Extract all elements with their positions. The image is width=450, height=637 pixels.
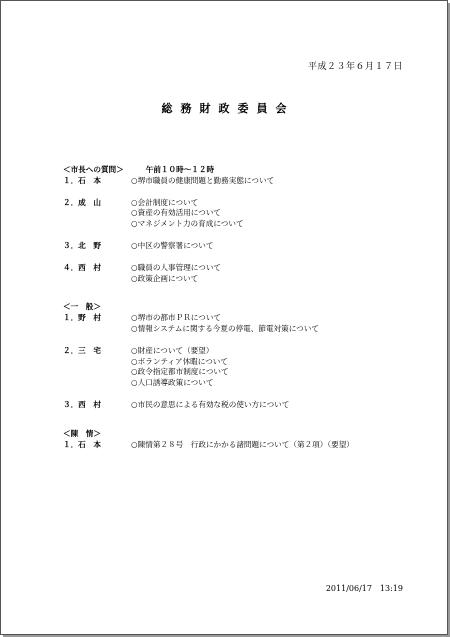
document-title: 総務財政委員会 (161, 102, 295, 115)
agenda-entry (63, 440, 403, 451)
entry-topic: ○職員の人事管理について (131, 262, 222, 272)
document-date: 平成２３年６月１７日 (307, 62, 403, 72)
entry-topics (131, 176, 274, 187)
entry-topic: ○堺市の都市ＰＲについて (131, 313, 222, 323)
agenda-entry (63, 400, 403, 411)
print-timestamp: 2011/06/17 13:19 (325, 584, 403, 593)
entry-topic: ○中区の警察署について (131, 240, 214, 250)
entry-topics (131, 198, 244, 230)
section-time: 午前１０時～１２時 (145, 165, 215, 174)
agenda-entry (63, 198, 403, 230)
entry-topic: ○ボランティア休暇について (131, 356, 228, 366)
agenda-entry (63, 176, 403, 187)
entry-topic: ○情報システムに関する今夏の停電、節電対策について (131, 323, 319, 333)
entry-topic: ○人口誘導政策について (131, 378, 214, 388)
agenda-entry (63, 346, 403, 389)
entry-member: ２．三 宅 (63, 345, 101, 355)
section-heading (63, 165, 403, 176)
agenda-section (63, 429, 403, 451)
entry-topic: ○政令指定都市制度について (131, 367, 229, 377)
entry-member: ３．西 村 (63, 399, 101, 409)
section-heading-label: ＜陳 情＞ (63, 428, 101, 438)
entry-member: １．石 本 (63, 175, 101, 185)
agenda-entry (63, 241, 403, 252)
entry-topics (131, 346, 229, 389)
entry-member: ３．北 野 (63, 240, 101, 250)
entry-member: １．石 本 (63, 439, 101, 449)
entry-topic: ○堺市職員の健康問題と勤務実態について (131, 175, 275, 185)
section-heading (63, 302, 403, 313)
entry-member: １．野 村 (63, 313, 101, 323)
entry-topics (131, 440, 354, 451)
entry-topic: ○マネジメント力の育成について (131, 219, 244, 229)
entry-topic: ○市民の意思による有効な税の使い方について (131, 399, 290, 409)
agenda-section (63, 165, 403, 284)
entry-member: ４．西 村 (63, 262, 101, 272)
entry-topic: ○財産について（要望） (131, 345, 214, 355)
entry-member: ２．成 山 (63, 197, 101, 207)
section-heading-label: ＜一 般＞ (63, 302, 101, 312)
entry-topic: ○資産の有効活用について (131, 208, 222, 218)
section-heading-label: ＜市長への質問＞ (63, 165, 124, 174)
entry-topics (131, 241, 213, 252)
entry-topics (131, 263, 221, 285)
entry-topic: ○政策企画について (131, 273, 199, 283)
agenda-entry (63, 313, 403, 335)
agenda-content (63, 165, 403, 468)
entry-topic: ○会計制度について (131, 197, 199, 207)
agenda-entry (63, 263, 403, 285)
agenda-section (63, 302, 403, 410)
entry-topics (131, 313, 319, 335)
entry-topics (131, 400, 289, 411)
entry-topic: ○陳情第２８号 行政にかかる諸問題について（第２項）（要望） (131, 439, 354, 449)
section-heading (63, 429, 403, 440)
